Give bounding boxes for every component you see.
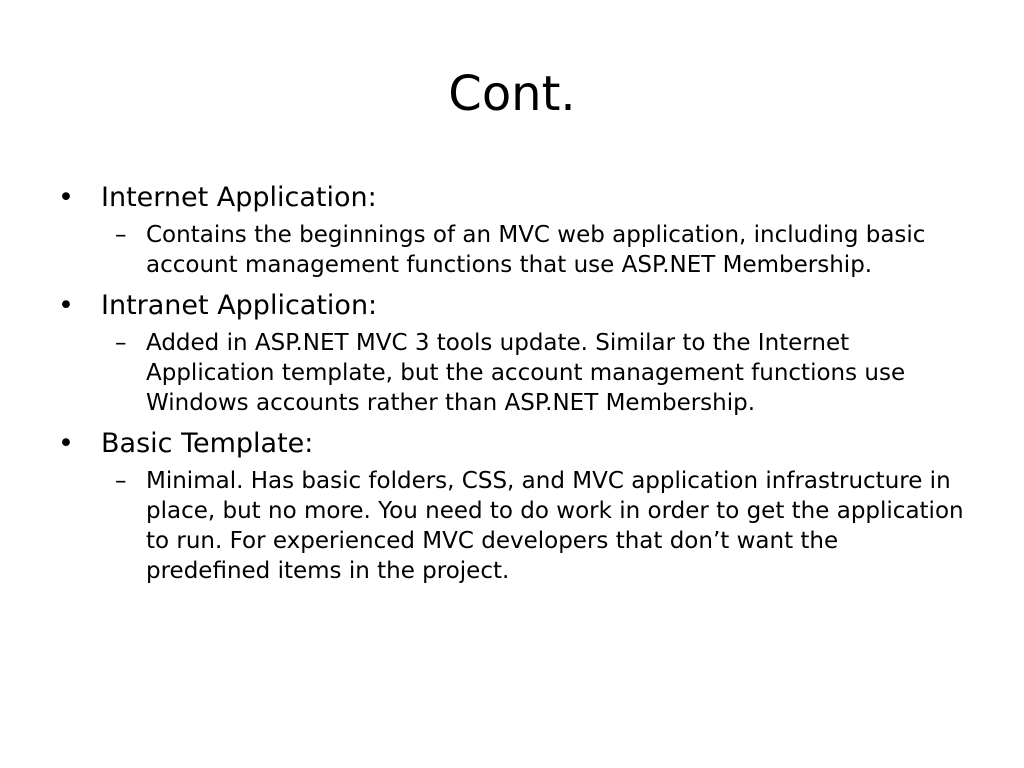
bullet-heading: Intranet Application: [101, 290, 378, 321]
sub-bullet-text: Minimal. Has basic folders, CSS, and MVC application infrastructure in place, but no more. You need to do work in order to get the application to run. For experienced MVC developers that don’t want the predefined items in the project. [146, 468, 964, 584]
sub-bullet-text: Contains the beginnings of an MVC web application, including basic account management functions that use ASP.NET Membership. [146, 222, 926, 278]
bullet-heading: Internet Application: [101, 182, 377, 213]
dash-icon: – [115, 468, 127, 494]
bullet-icon: • [58, 290, 74, 321]
bullet-icon: • [58, 182, 74, 213]
sub-bullet-item [58, 466, 966, 586]
slide-body [58, 180, 978, 594]
bullet-item [58, 426, 978, 462]
sub-bullet-item [58, 328, 966, 418]
bullet-item [58, 180, 978, 216]
dash-icon: – [115, 330, 127, 356]
bullet-item [58, 288, 978, 324]
bullet-icon: • [58, 428, 74, 459]
bullet-heading: Basic Template: [101, 428, 314, 459]
sub-bullet-item [58, 220, 966, 280]
sub-bullet-text: Added in ASP.NET MVC 3 tools update. Similar to the Internet Application template, but the account management functions use Windows accounts rather than ASP.NET Membership. [146, 330, 906, 416]
dash-icon: – [115, 222, 127, 248]
slide-title: Cont. [448, 66, 576, 122]
